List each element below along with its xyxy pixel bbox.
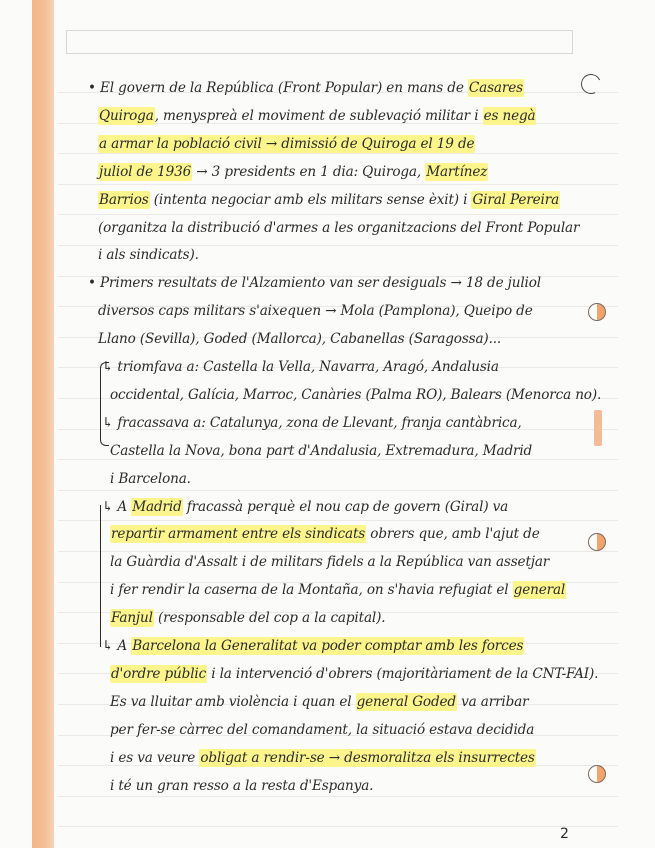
note-text: (organitza la distribució d'armes a les organitzacions del Front Popular	[98, 219, 580, 236]
header-box	[66, 30, 573, 54]
tab-marker-icon	[588, 303, 606, 321]
highlighted-text: Fanjul	[111, 610, 153, 627]
margin-stripe	[32, 0, 54, 848]
note-text: ↳ triomfava a: Castella la Vella, Navarra, Aragó, Andalusia	[102, 359, 499, 375]
note-line	[110, 778, 373, 794]
ruled-line	[58, 490, 618, 491]
highlighted-text: Giral Pereira	[472, 191, 560, 208]
note-line	[88, 275, 541, 291]
note-text: • Primers resultats de l'Alzamiento van ser desiguals → 18 de juliol	[88, 275, 541, 292]
note-line	[98, 331, 501, 347]
highlighted-text: general Goded	[356, 693, 456, 710]
bracket	[100, 505, 109, 647]
note-line	[110, 554, 549, 570]
note-line	[110, 471, 191, 487]
note-text: i té un gran resso a la resta d'Espanya.	[110, 777, 374, 794]
note-text: va arribar	[456, 693, 529, 710]
highlighted-text: a armar la població civil → dimissió de Quiroga el 19 de	[99, 135, 475, 152]
highlighted-text: Barrios	[99, 191, 149, 208]
highlighted-text: Madrid	[132, 498, 182, 515]
note-text: obrers que, amb l'ajut de	[366, 526, 540, 543]
note-text: i la intervenció d'obrers (majoritàriament de la CNT-FAI).	[207, 665, 599, 682]
ruled-line	[58, 551, 618, 552]
note-line	[110, 722, 534, 738]
note-line	[110, 610, 385, 626]
highlighted-text: Casares	[468, 80, 523, 96]
note-text: Castella la Nova, bona part d'Andalusia, Extremadura, Madrid	[110, 442, 533, 459]
note-line	[110, 582, 566, 598]
note-line	[110, 750, 536, 766]
highlighted-text: es negà	[483, 107, 536, 124]
highlighted-text: general	[513, 582, 566, 599]
tab-marker-icon	[588, 765, 606, 783]
note-text: (responsable del cop a la capital).	[153, 610, 386, 627]
note-text: , menyspreà el moviment de sublevaçió militar i	[154, 107, 483, 124]
page-number: 2	[560, 826, 569, 842]
ruled-line	[58, 153, 618, 154]
note-text: ↳ A	[102, 498, 132, 515]
note-line	[110, 526, 540, 542]
note-text: i als sindicats).	[98, 247, 199, 264]
note-text: ↳ A	[102, 638, 132, 654]
side-label	[594, 410, 602, 446]
ruled-line	[58, 826, 618, 827]
highlighted-text: Martínez	[426, 163, 488, 180]
note-line	[98, 220, 579, 236]
note-line	[110, 443, 532, 459]
ruled-line	[58, 796, 618, 797]
note-text: diversos caps militars s'aixequen → Mola (Pamplona), Queipo de	[98, 303, 533, 320]
note-line	[98, 192, 560, 208]
note-text: la Guàrdia d'Assalt i de militars fidels a la República van assetjar	[110, 554, 550, 571]
note-line	[110, 666, 598, 682]
tab-marker-icon	[588, 533, 606, 551]
note-text: i es va veure	[110, 749, 200, 766]
highlighted-text: Barcelona la Generalitat va poder comptar amb les forces	[132, 638, 524, 654]
note-line	[102, 499, 508, 515]
note-text: occidental, Galícia, Marroc, Canàries (Palma RO), Balears (Menorca no).	[110, 386, 602, 403]
note-text: Llano (Sevilla), Goded (Mallorca), Cabanellas (Saragossa)...	[98, 331, 502, 348]
ruled-line	[58, 245, 618, 246]
note-line	[88, 80, 524, 96]
note-text: ↳ fracassava a: Catalunya, zona de Llevant, franja cantàbrica,	[102, 414, 522, 431]
note-text: i fer rendir la caserna de la Montaña, on s'havia refugiat el	[110, 582, 513, 599]
note-line	[98, 108, 536, 124]
highlighted-text: repartir armament entre els sindicats	[111, 526, 366, 543]
ruled-line	[58, 459, 618, 460]
note-text: Es va lluitar amb violència i quan el	[110, 693, 356, 710]
note-text: • El govern de la República (Front Popular) en mans de	[88, 80, 468, 96]
note-text: per fer-se càrrec del comandament, la situació estava decidida	[110, 721, 535, 738]
note-text: → 3 presidents en 1 dia: Quiroga,	[192, 163, 426, 180]
note-line	[110, 387, 601, 403]
note-line	[102, 638, 524, 654]
ruled-line	[58, 184, 618, 185]
highlighted-text: obligat a rendir-se → desmoralitza els insurrectes	[200, 749, 535, 766]
note-text: fracassà perquè el nou cap de govern (Giral) va	[182, 498, 509, 515]
note-text: (intenta negociar amb els militars sense èxit) i	[149, 191, 472, 208]
note-line	[98, 164, 488, 180]
highlighted-text: juliol de 1936	[99, 163, 192, 180]
highlighted-text: d'ordre públic	[111, 665, 207, 682]
note-line	[102, 359, 499, 375]
note-text: i Barcelona.	[110, 470, 191, 487]
note-line	[102, 415, 522, 431]
note-line	[98, 247, 199, 263]
ruled-line	[58, 520, 618, 521]
note-line	[98, 303, 533, 319]
note-line	[110, 694, 528, 710]
ruled-line	[58, 214, 618, 215]
note-line	[98, 136, 475, 152]
highlighted-text: Quiroga	[99, 107, 154, 124]
